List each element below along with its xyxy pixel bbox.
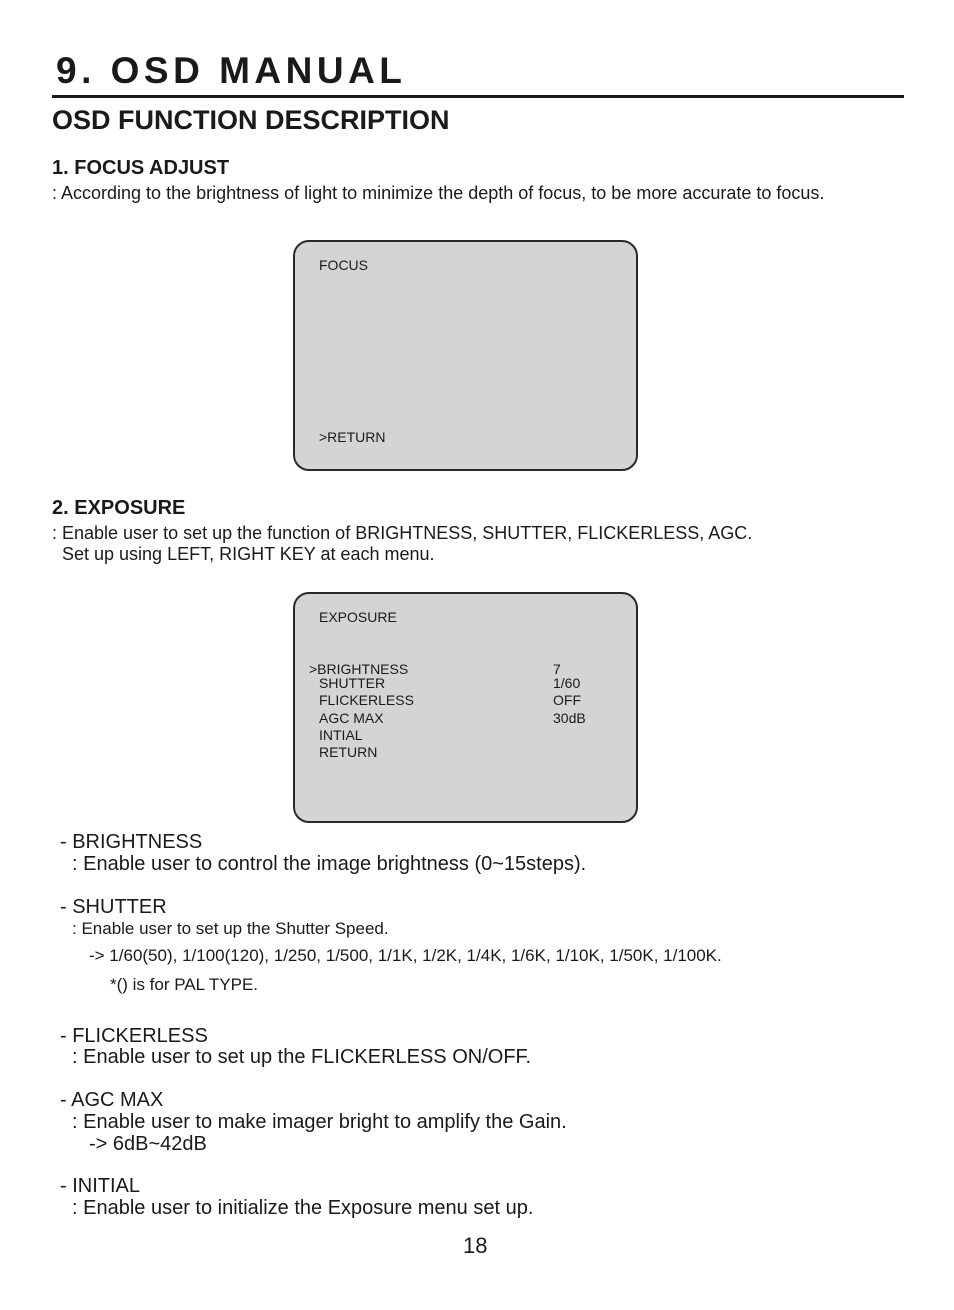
exposure-description-line1: : Enable user to set up the function of BRIGHTNESS, SHUTTER, FLICKERLESS, AGC.	[52, 523, 753, 543]
focus-osd-screen	[293, 240, 638, 471]
title-divider	[52, 95, 904, 98]
agc-max-title: - AGC MAX	[60, 1089, 164, 1111]
focus-adjust-description: : According to the brightness of light to minimize the depth of focus, to be more accurate to focus.	[52, 183, 825, 203]
osd-item-brightness-value: 7	[553, 661, 561, 677]
chapter-title: 9. OSD MANUAL	[56, 50, 407, 91]
initial-description: : Enable user to initialize the Exposure menu set up.	[72, 1197, 534, 1219]
osd-item-flickerless-value: OFF	[553, 692, 581, 708]
focus-osd-return: >RETURN	[319, 429, 386, 445]
focus-osd-title: FOCUS	[319, 257, 368, 273]
focus-adjust-heading: 1. FOCUS ADJUST	[52, 157, 230, 179]
osd-item-shutter-value: 1/60	[553, 675, 581, 691]
shutter-speed-list: -> 1/60(50), 1/100(120), 1/250, 1/500, 1/1K, 1/2K, 1/4K, 1/6K, 1/10K, 1/50K, 1/100K.	[89, 946, 722, 965]
exposure-osd-screen	[293, 592, 638, 823]
brightness-description: : Enable user to control the image brightness (0~15steps).	[72, 853, 587, 875]
exposure-heading: 2. EXPOSURE	[52, 497, 186, 519]
section-heading: OSD FUNCTION DESCRIPTION	[52, 105, 450, 135]
agc-max-description: : Enable user to make imager bright to amplify the Gain.	[72, 1111, 567, 1133]
flickerless-description: : Enable user to set up the FLICKERLESS ON/OFF.	[72, 1046, 532, 1068]
osd-item-shutter-label: SHUTTER	[319, 675, 386, 691]
osd-item-agc-max-value: 30dB	[553, 710, 586, 726]
initial-title: - INITIAL	[60, 1175, 141, 1197]
shutter-title: - SHUTTER	[60, 896, 167, 918]
brightness-title: - BRIGHTNESS	[60, 831, 203, 853]
exposure-osd-title: EXPOSURE	[319, 609, 397, 625]
shutter-description: : Enable user to set up the Shutter Speed.	[72, 919, 389, 938]
page-number: 18	[463, 1233, 488, 1258]
osd-item-flickerless-label: FLICKERLESS	[319, 692, 414, 708]
osd-item-brightness-label: >BRIGHTNESS	[309, 661, 409, 677]
osd-item-initial-label: INTIAL	[319, 727, 363, 743]
osd-item-agc-max-label: AGC MAX	[319, 710, 384, 726]
agc-max-range: -> 6dB~42dB	[89, 1133, 207, 1155]
shutter-pal-note: *() is for PAL TYPE.	[110, 975, 259, 994]
flickerless-title: - FLICKERLESS	[60, 1025, 208, 1047]
osd-item-return-label: RETURN	[319, 744, 378, 760]
exposure-description-line2: Set up using LEFT, RIGHT KEY at each menu.	[62, 544, 435, 564]
